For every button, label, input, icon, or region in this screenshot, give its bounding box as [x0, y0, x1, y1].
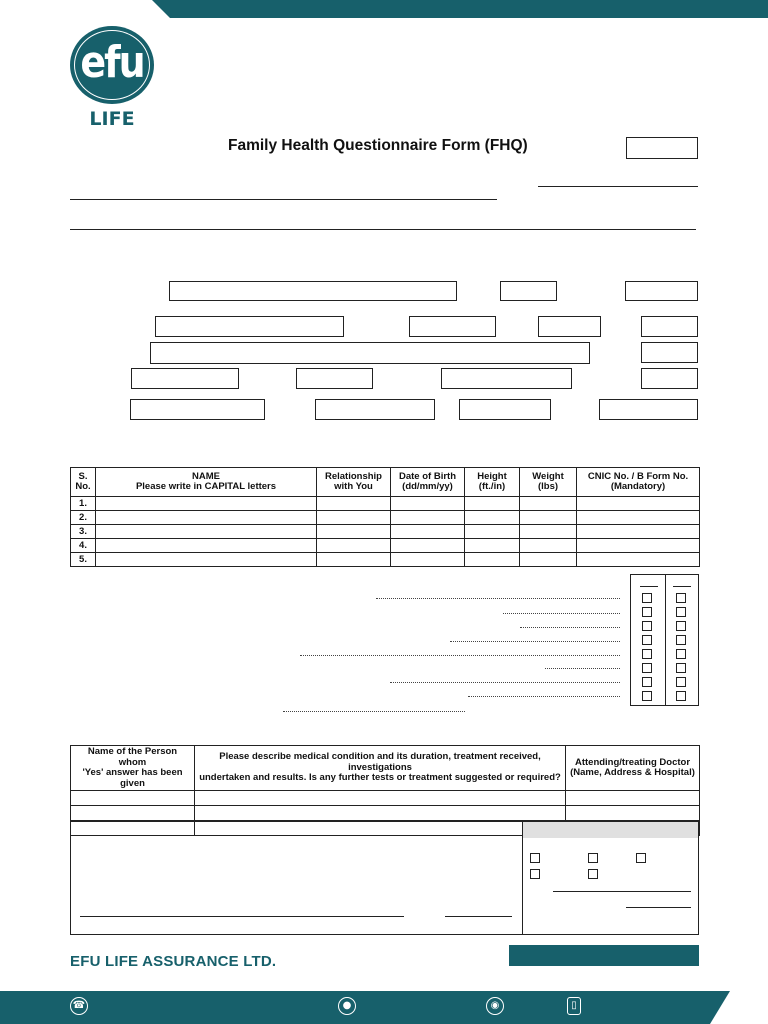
no-header-line — [673, 586, 691, 587]
question-1-leader — [376, 598, 620, 599]
name-cell[interactable] — [96, 525, 317, 539]
no-checkbox-5[interactable] — [676, 649, 686, 659]
col-person-name-text: Name of the Person whom 'Yes' answer has been given — [82, 746, 183, 789]
field-row4-a[interactable] — [131, 368, 239, 389]
col-condition-text: Please describe medical condition and its duration, treatment received, investigations undertaken and results. Is any further tests or treatment suggested or required? — [199, 751, 561, 784]
mobile-icon: ▯ — [567, 997, 581, 1015]
footer-accent-bar — [509, 945, 699, 966]
dob-cell[interactable] — [391, 497, 465, 511]
relationship-cell[interactable] — [317, 511, 391, 525]
field-row4-b[interactable] — [296, 368, 373, 389]
cnic-cell[interactable] — [577, 539, 700, 553]
relationship-cell[interactable] — [317, 553, 391, 567]
weight-cell[interactable] — [520, 525, 577, 539]
table-row — [71, 806, 700, 821]
condition-cell[interactable] — [195, 806, 566, 821]
yes-no-divider — [665, 575, 666, 705]
question-8-leader — [468, 696, 620, 697]
weight-cell[interactable] — [520, 497, 577, 511]
table-row — [71, 497, 700, 511]
field-row1-b[interactable] — [500, 281, 557, 301]
weight-cell[interactable] — [520, 511, 577, 525]
office-checkbox-2[interactable] — [588, 853, 598, 863]
weight-cell[interactable] — [520, 539, 577, 553]
office-checkbox-1[interactable] — [530, 853, 540, 863]
question-7-leader — [390, 682, 620, 683]
field-row4-c[interactable] — [441, 368, 572, 389]
no-checkbox-3[interactable] — [676, 621, 686, 631]
cnic-cell[interactable] — [577, 497, 700, 511]
office-use-header — [523, 822, 698, 838]
no-checkbox-6[interactable] — [676, 663, 686, 673]
yes-no-panel — [630, 574, 699, 706]
col-height — [465, 468, 520, 497]
col-sno — [71, 468, 96, 497]
col-weight — [520, 468, 577, 497]
col-name — [96, 468, 317, 497]
field-row2-a[interactable] — [155, 316, 344, 337]
dob-cell[interactable] — [391, 539, 465, 553]
cnic-cell[interactable] — [577, 525, 700, 539]
bottom-band — [0, 991, 768, 1024]
address-line[interactable] — [70, 229, 696, 230]
col-doctor — [566, 746, 700, 791]
row-number: 5. — [71, 553, 96, 567]
relationship-cell[interactable] — [317, 497, 391, 511]
logo-text: efu — [80, 36, 144, 88]
height-cell[interactable] — [465, 497, 520, 511]
office-checkbox-3[interactable] — [636, 853, 646, 863]
col-weight-text: Weight (lbs) — [532, 470, 564, 492]
date-line[interactable] — [538, 186, 698, 187]
user-icon: ● — [338, 997, 356, 1015]
yes-checkbox-7[interactable] — [642, 677, 652, 687]
col-dob-text: Date of Birth (dd/mm/yy) — [399, 470, 456, 492]
signature-line[interactable] — [80, 916, 404, 917]
row-number: 3. — [71, 525, 96, 539]
declaration-box — [70, 821, 699, 935]
col-doctor-text: Attending/treating Doctor (Name, Address & Hospital) — [570, 756, 695, 778]
dob-cell[interactable] — [391, 525, 465, 539]
name-cell[interactable] — [96, 553, 317, 567]
doctor-cell[interactable] — [566, 791, 700, 806]
yes-checkbox-1[interactable] — [642, 593, 652, 603]
applicant-name-field[interactable] — [169, 281, 457, 301]
row-number: 4. — [71, 539, 96, 553]
field-row5-c[interactable] — [459, 399, 551, 420]
relationship-cell[interactable] — [317, 539, 391, 553]
field-row4-d[interactable] — [641, 368, 698, 389]
height-cell[interactable] — [465, 511, 520, 525]
family-members-table — [70, 467, 700, 567]
logo-sub: LIFE — [89, 108, 135, 130]
yes-checkbox-3[interactable] — [642, 621, 652, 631]
col-person-name — [71, 746, 195, 791]
office-signature-line[interactable] — [553, 891, 691, 892]
efu-life-logo — [70, 26, 154, 128]
field-row2-c[interactable] — [538, 316, 601, 337]
yes-checkbox-6[interactable] — [642, 663, 652, 673]
form-number-box[interactable] — [626, 137, 698, 159]
field-row5-a[interactable] — [130, 399, 265, 420]
office-date-line[interactable] — [626, 907, 691, 908]
field-row2-d[interactable] — [641, 316, 698, 337]
field-row2-b[interactable] — [409, 316, 496, 337]
phone-icon: ☎ — [70, 997, 88, 1015]
name-cell[interactable] — [96, 511, 317, 525]
yes-checkbox-5[interactable] — [642, 649, 652, 659]
question-2-leader — [503, 613, 620, 614]
condition-cell[interactable] — [195, 791, 566, 806]
company-name: EFU LIFE ASSURANCE LTD. — [70, 953, 277, 970]
col-cnic — [577, 468, 700, 497]
yes-checkbox-2[interactable] — [642, 607, 652, 617]
signature-date-line[interactable] — [445, 916, 512, 917]
no-checkbox-2[interactable] — [676, 607, 686, 617]
doctor-cell[interactable] — [566, 806, 700, 821]
question-4-leader — [450, 641, 620, 642]
weight-cell[interactable] — [520, 553, 577, 567]
table-row — [71, 553, 700, 567]
question-6-leader — [545, 668, 620, 669]
field-row1-c[interactable] — [625, 281, 698, 301]
table-row — [71, 525, 700, 539]
no-checkbox-7[interactable] — [676, 677, 686, 687]
col-relationship — [317, 468, 391, 497]
name-cell[interactable] — [96, 539, 317, 553]
person-cell[interactable] — [71, 806, 195, 821]
row-number: 1. — [71, 497, 96, 511]
field-row3-a[interactable] — [150, 342, 590, 364]
cnic-cell[interactable] — [577, 553, 700, 567]
no-checkbox-1[interactable] — [676, 593, 686, 603]
yes-header-line — [640, 586, 658, 587]
yes-checkbox-8[interactable] — [642, 691, 652, 701]
globe-icon: ◉ — [486, 997, 504, 1015]
col-condition — [195, 746, 566, 791]
declaration-divider — [522, 822, 523, 934]
field-row3-b[interactable] — [641, 342, 698, 363]
question-9-leader — [283, 711, 465, 712]
table-row — [71, 539, 700, 553]
dob-cell[interactable] — [391, 553, 465, 567]
table-row — [71, 791, 700, 806]
name-cell[interactable] — [96, 497, 317, 511]
field-row5-b[interactable] — [315, 399, 435, 420]
height-cell[interactable] — [465, 539, 520, 553]
person-cell[interactable] — [71, 791, 195, 806]
cnic-cell[interactable] — [577, 511, 700, 525]
col-sno-text: S. No. — [75, 470, 91, 492]
yes-checkbox-4[interactable] — [642, 635, 652, 645]
field-row5-d[interactable] — [599, 399, 698, 420]
question-5-leader — [300, 655, 620, 656]
table-row — [71, 511, 700, 525]
no-checkbox-4[interactable] — [676, 635, 686, 645]
dob-cell[interactable] — [391, 511, 465, 525]
row-number: 2. — [71, 511, 96, 525]
col-dob — [391, 468, 465, 497]
relationship-cell[interactable] — [317, 525, 391, 539]
form-title: Family Health Questionnaire Form (FHQ) — [228, 137, 528, 154]
height-cell[interactable] — [465, 553, 520, 567]
height-cell[interactable] — [465, 525, 520, 539]
office-checkbox-5[interactable] — [588, 869, 598, 879]
col-relationship-text: Relationship with You — [324, 470, 382, 492]
no-checkbox-8[interactable] — [676, 691, 686, 701]
top-band — [0, 0, 768, 18]
office-checkbox-4[interactable] — [530, 869, 540, 879]
col-name-text: NAME Please write in CAPITAL letters — [135, 470, 277, 492]
col-cnic-text: CNIC No. / B Form No. (Mandatory) — [587, 470, 689, 492]
col-height-text: Height (ft./in) — [477, 470, 507, 492]
proposal-line[interactable] — [70, 199, 497, 200]
question-3-leader — [520, 627, 620, 628]
